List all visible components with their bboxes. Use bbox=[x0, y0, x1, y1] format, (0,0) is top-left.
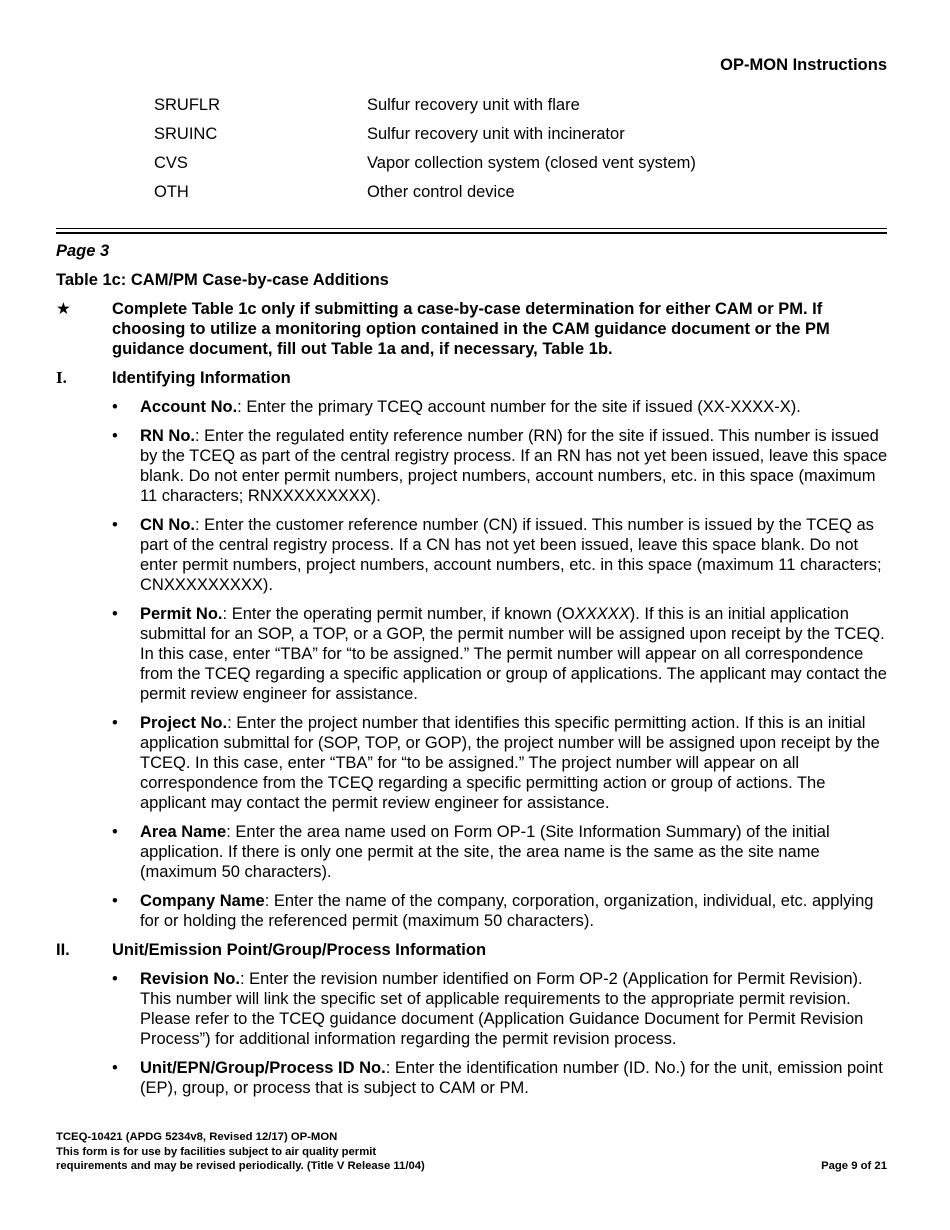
item-description-italic: XXXXX bbox=[574, 605, 630, 623]
bullet-icon: • bbox=[112, 823, 118, 841]
item-description: : Enter the area name used on Form OP-1 (Site Information Summary) of the initial application. If there is only one permit at the site, the area name is the same as the site name (maximum 50 characters). bbox=[140, 823, 830, 881]
page-label: Page 3 bbox=[56, 242, 110, 260]
bullet-icon: • bbox=[112, 516, 118, 534]
item-description-rest: ). If this is an initial application submittal for an SOP, a TOP, or a GOP, the permit number will be assigned upon receipt by the TCEQ. In this case, enter “TBA” for “to be assigned.” The permit number will appear on all correspondence from the TCEQ regarding a specific application or group of applications. The applicant may contact the permit review engineer for assistance. bbox=[140, 605, 887, 703]
list-item-text bbox=[140, 515, 888, 595]
page-number: Page 9 of 21 bbox=[821, 1160, 887, 1172]
instructions-body bbox=[56, 241, 888, 1107]
item-term: CN No. bbox=[140, 516, 195, 534]
item-term: Area Name bbox=[140, 823, 227, 841]
list-item bbox=[112, 604, 888, 704]
item-term: Company Name bbox=[140, 892, 265, 910]
code-description: Other control device bbox=[367, 183, 515, 201]
code-row bbox=[154, 183, 854, 212]
code-value: OTH bbox=[154, 183, 189, 201]
bullet-icon: • bbox=[112, 605, 118, 623]
code-description: Sulfur recovery unit with flare bbox=[367, 96, 580, 114]
footer-note-line: This form is for use by facilities subject to air quality permit bbox=[56, 1145, 377, 1158]
item-description: : Enter the name of the company, corporation, organization, individual, etc. applying for or holding the referenced permit (maximum 50 characters). bbox=[140, 892, 874, 930]
table-title: Table 1c: CAM/PM Case-by-case Additions bbox=[56, 271, 389, 289]
star-icon: ★ bbox=[56, 300, 71, 318]
list-item bbox=[112, 713, 888, 813]
section-heading-identifying bbox=[56, 368, 888, 388]
item-term: Project No. bbox=[140, 714, 228, 732]
list-item bbox=[112, 822, 888, 882]
list-item-text bbox=[140, 713, 888, 813]
list-item bbox=[112, 515, 888, 595]
code-row bbox=[154, 96, 854, 125]
list-item-text bbox=[140, 397, 801, 417]
bullet-icon: • bbox=[112, 398, 118, 416]
bullet-icon: • bbox=[112, 970, 118, 988]
item-term: Unit/EPN/Group/Process ID No. bbox=[140, 1059, 386, 1077]
identifying-info-list bbox=[112, 397, 888, 931]
item-description: : Enter the primary TCEQ account number for the site if issued (XX-XXXX-X). bbox=[237, 398, 801, 416]
footer-form-id: TCEQ-10421 (APDG 5234v8, Revised 12/17) OP-MON bbox=[56, 1131, 338, 1143]
item-term: Revision No. bbox=[140, 970, 240, 988]
section-number: I. bbox=[56, 368, 67, 387]
control-device-code-table bbox=[154, 96, 854, 212]
item-term: RN No. bbox=[140, 427, 195, 445]
list-item bbox=[112, 891, 888, 931]
item-description: : Enter the revision number identified on Form OP-2 (Application for Permit Revision). This number will link the specific set of applicable requirements to the appropriate permit revision. Please refer to the TCEQ guidance document (Application Guidance Document for Permit Revision Process”) for additional information regarding the permit revision process. bbox=[140, 970, 864, 1048]
item-description: : Enter the identification number (ID. No.) for the unit, emission point (EP), group, or process that is subject to CAM or PM. bbox=[140, 1059, 883, 1097]
code-value: SRUFLR bbox=[154, 96, 221, 114]
section-number: II. bbox=[56, 941, 70, 959]
item-term: Permit No. bbox=[140, 605, 223, 623]
list-item-text bbox=[140, 604, 888, 704]
code-description: Sulfur recovery unit with incinerator bbox=[367, 125, 625, 143]
item-description: : Enter the operating permit number, if known (O bbox=[222, 605, 575, 623]
document-footer bbox=[56, 1130, 887, 1174]
section-divider bbox=[56, 228, 887, 234]
bullet-icon: • bbox=[112, 1059, 118, 1077]
item-term: Account No. bbox=[140, 398, 238, 416]
section-title: Unit/Emission Point/Group/Process Information bbox=[112, 941, 487, 959]
footer-note-line: requirements and may be revised periodically. (Title V Release 11/04) bbox=[56, 1160, 425, 1172]
list-item-text bbox=[140, 426, 888, 506]
document-header-title: OP-MON Instructions bbox=[720, 56, 887, 74]
star-note bbox=[56, 299, 888, 359]
list-item-text bbox=[140, 969, 888, 1049]
unit-info-list bbox=[112, 969, 888, 1098]
star-note-text: Complete Table 1c only if submitting a case-by-case determination for either CAM or PM. If choosing to utilize a monitoring option contained in the CAM guidance document or the PM guidance document, fill out Table 1a and, if necessary, Table 1b. bbox=[112, 300, 830, 358]
item-description: : Enter the customer reference number (CN) if issued. This number is issued by the TCEQ as part of the central registry process. If a CN has not yet been issued, leave this space blank. Do not enter permit numbers, project numbers, account numbers, etc. in this space (maximum 11 characters; CNXXXXXXXXX). bbox=[140, 516, 882, 594]
bullet-icon: • bbox=[112, 714, 118, 732]
list-item-text bbox=[140, 891, 888, 931]
item-description: : Enter the project number that identifies this specific permitting action. If this is an initial application submittal for (SOP, TOP, or GOP), the project number will be assigned upon receipt by the TCEQ. In this case, enter “TBA” for “to be assigned.” The project number will appear on all correspondence from the TCEQ regarding a specific permitting action or group of actions. The applicant may contact the permit review engineer for assistance. bbox=[140, 714, 880, 812]
list-item bbox=[112, 1058, 888, 1098]
bullet-icon: • bbox=[112, 427, 118, 445]
list-item bbox=[112, 969, 888, 1049]
code-row bbox=[154, 125, 854, 154]
list-item-text bbox=[140, 822, 888, 882]
bullet-icon: • bbox=[112, 892, 118, 910]
list-item bbox=[112, 397, 888, 417]
section-heading-unit-info bbox=[56, 940, 888, 960]
code-value: SRUINC bbox=[154, 125, 218, 143]
code-row bbox=[154, 154, 854, 183]
list-item-text bbox=[140, 1058, 888, 1098]
item-description: : Enter the regulated entity reference number (RN) for the site if issued. This number is issued by the TCEQ as part of the central registry process. If an RN has not yet been issued, leave this space blank. Do not enter permit numbers, project numbers, account numbers, etc. in this space (maximum 11 characters; RNXXXXXXXXX). bbox=[140, 427, 888, 505]
section-title: Identifying Information bbox=[112, 369, 291, 387]
code-description: Vapor collection system (closed vent system) bbox=[367, 154, 696, 172]
list-item bbox=[112, 426, 888, 506]
code-value: CVS bbox=[154, 154, 188, 172]
